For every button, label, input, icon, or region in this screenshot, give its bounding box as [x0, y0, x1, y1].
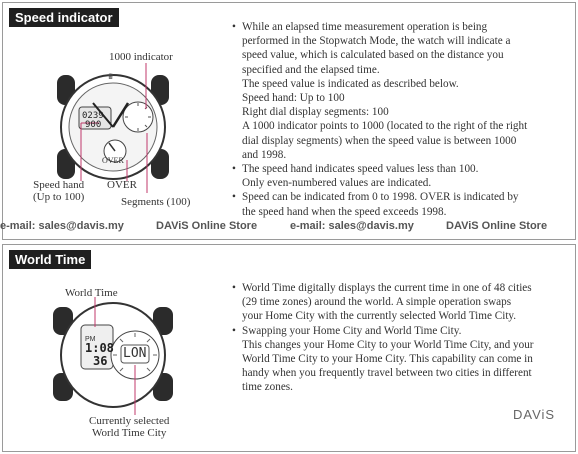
label-speed-hand — [33, 179, 84, 203]
speed-text-line: Speed can be indicated from 0 to 1998. OVER is indicated by — [242, 191, 519, 204]
world-text-line: World Time City to your Home City. This capability can come in — [242, 353, 533, 366]
dial-seg1: 0239 — [82, 111, 104, 121]
world-text-line: time zones. — [242, 381, 293, 394]
bullet-icon: • — [232, 282, 236, 294]
speed-text-line: and 1998. — [242, 148, 287, 161]
speed-text-line: The speed value is indicated as described below. — [242, 77, 459, 90]
world-time-description — [232, 281, 572, 395]
davis-logo: DAViS — [513, 407, 556, 422]
bullet-icon: • — [232, 21, 236, 33]
world-time-panel — [2, 244, 576, 452]
world-text-line: your Home City with the currently selected World Time City. — [242, 310, 517, 323]
world-text-line: (29 time zones) around the world. A simple operation swaps — [242, 296, 512, 309]
world-text-line: Swapping your Home City and World Time City. — [242, 324, 462, 337]
watermark-strip — [0, 220, 578, 234]
dial-city: LON — [123, 346, 147, 361]
bullet-icon: • — [232, 191, 236, 204]
label-currently-line1: Currently selected — [89, 415, 170, 427]
speed-text-line: speed value, which is calculated based on the distance you — [242, 49, 504, 62]
label-speed-hand-line2: (Up to 100) — [33, 191, 85, 203]
dial-time2: 36 — [93, 354, 108, 368]
speed-text-line: While an elapsed time measurement operation is being — [242, 21, 488, 33]
label-1000-indicator: 1000 indicator — [109, 51, 173, 63]
watermark-store-1: DAViS Online Store — [156, 220, 258, 232]
label-world-time: World Time — [65, 287, 118, 299]
world-text-line: This changes your Home City to your World Time City, and your — [242, 338, 534, 351]
speed-indicator-panel — [2, 2, 576, 240]
label-over: OVER — [107, 179, 137, 191]
watermark-email-1: e-mail: sales@davis.my — [0, 220, 124, 232]
world-text-line: handy when you frequently travel between two cities in different — [242, 367, 532, 380]
speed-watch-illustration — [43, 63, 183, 193]
speed-description — [232, 20, 572, 219]
speed-text-line: The speed hand indicates speed values less than 100. — [242, 163, 479, 176]
watermark-email-2: e-mail: sales@davis.my — [290, 220, 414, 232]
dial-pm: PM — [85, 336, 96, 343]
world-time-header: World Time — [9, 250, 91, 269]
label-speed-hand-line1: Speed hand — [33, 179, 85, 191]
speed-text-line: the speed hand when the speed exceeds 1998. — [242, 205, 447, 218]
speed-text-line: A 1000 indicator points to 1000 (located to the right of the right — [242, 120, 528, 133]
dial-over-label: OVER — [102, 156, 124, 165]
speed-text-line: Speed hand: Up to 100 — [242, 92, 345, 105]
speed-indicator-header: Speed indicator — [9, 8, 119, 27]
speed-text-line: dial display segments) when the speed value is between 1000 — [242, 134, 517, 147]
dial-seg2: 900 — [85, 120, 102, 130]
label-currently-selected — [89, 415, 169, 439]
bullet-icon: • — [232, 324, 236, 337]
bullet-icon: • — [232, 163, 236, 176]
label-currently-line2: World Time City — [92, 427, 167, 439]
speed-text-line: Only even-numbered values are indicated. — [242, 177, 432, 190]
speed-text-line: performed in the Stopwatch Mode, the watch will indicate a — [242, 35, 511, 48]
speed-text-line: Right dial display segments: 100 — [242, 106, 389, 119]
label-segments: Segments (100) — [121, 196, 191, 208]
world-text-line: World Time digitally displays the current time in one of 48 cities — [242, 282, 532, 294]
world-time-watch-illustration — [43, 297, 183, 417]
speed-text-line: specified and the elapsed time. — [242, 63, 380, 76]
svg-text:♛: ♛ — [107, 72, 115, 81]
dial-time1: 1:08 — [85, 341, 114, 355]
watermark-store-2: DAViS Online Store — [446, 220, 548, 232]
